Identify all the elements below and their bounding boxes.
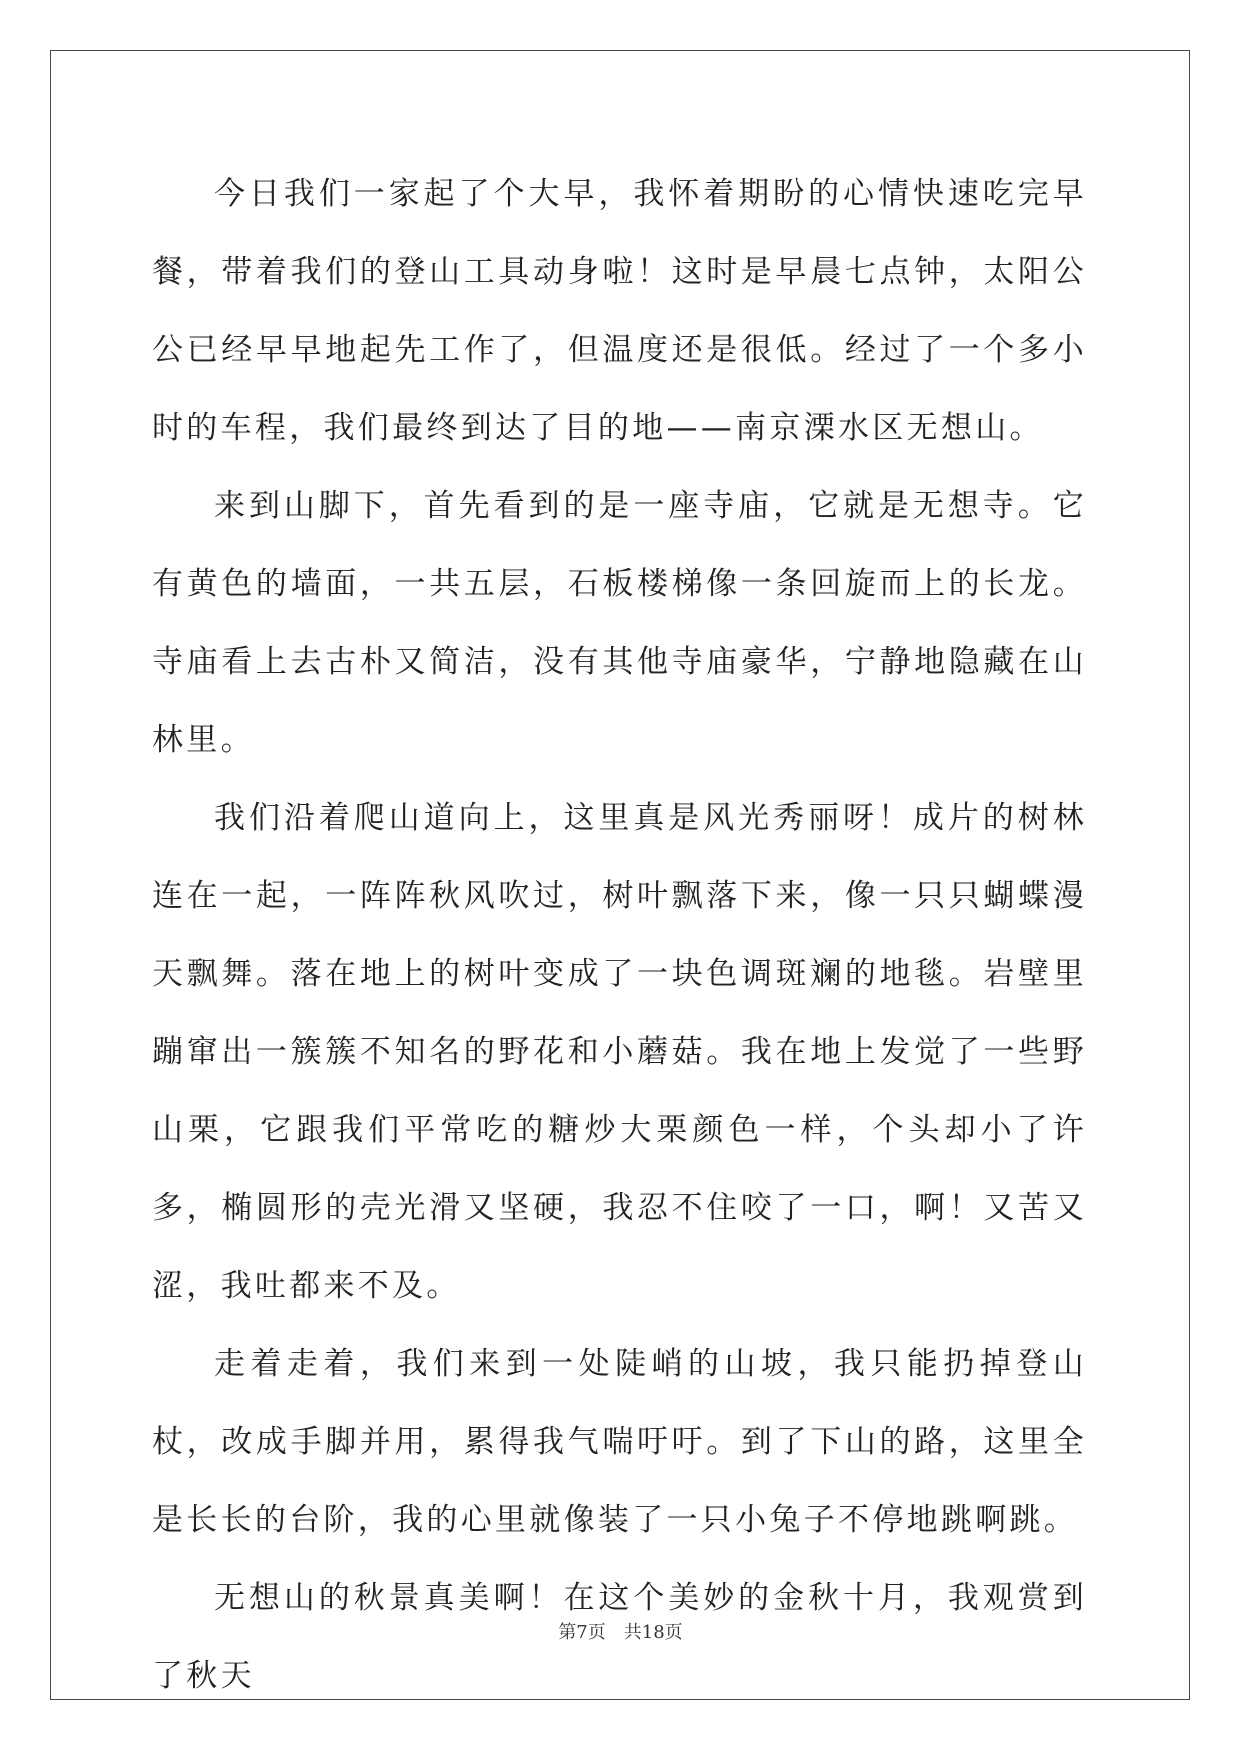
paragraph-2: 来到山脚下，首先看到的是一座寺庙，它就是无想寺。它有黄色的墙面，一共五层，石板楼梯像一条回旋而上的长龙。寺庙看上去古朴又简洁，没有其他寺庙豪华，宁静地隐藏在山林里。 <box>152 488 1087 758</box>
paragraph-5: 无想山的秋景真美啊！在这个美妙的金秋十月，我观赏到了秋天 <box>152 1580 1087 1694</box>
paragraph-3: 我们沿着爬山道向上，这里真是风光秀丽呀！成片的树林连在一起，一阵阵秋风吹过，树叶飘落下来，像一只只蝴蝶漫天飘舞。落在地上的树叶变成了一块色调斑斓的地毯。岩壁里蹦窜出一簇簇不知名的野花和小蘑菇。我在地上发觉了一些野山栗，它跟我们平常吃的糖炒大栗颜色一样，个头却小了许多，椭圆形的壳光滑又坚硬，我忍不住咬了一口，啊！又苦又涩，我吐都来不及。 <box>152 800 1087 1304</box>
paragraph-4: 走着走着，我们来到一处陡峭的山坡，我只能扔掉登山杖，改成手脚并用，累得我气喘吁吁。到了下山的路，这里全是长长的台阶，我的心里就像装了一只小兔子不停地跳啊跳。 <box>152 1346 1087 1538</box>
document-body <box>152 155 1087 1715</box>
page-total: 共18页 <box>623 1622 683 1643</box>
paragraph-1: 今日我们一家起了个大早，我怀着期盼的心情快速吃完早餐，带着我们的登山工具动身啦！这时是早晨七点钟，太阳公公已经早早地起先工作了，但温度还是很低。经过了一个多小时的车程，我们最终到达了目的地——南京溧水区无想山。 <box>152 176 1087 446</box>
page-number: 第7页 <box>558 1622 606 1643</box>
page-footer <box>0 1618 1241 1644</box>
